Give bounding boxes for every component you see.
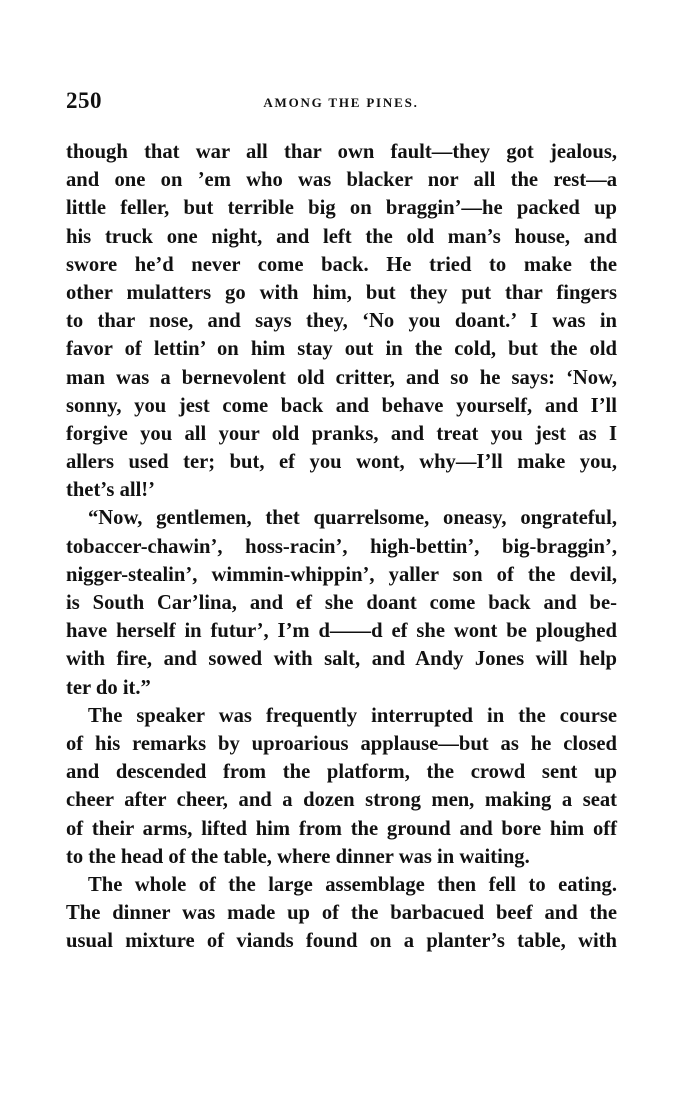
text-line: of their arms, lifted him from the ground and bore him off [66,817,617,840]
text-line: cheer after cheer, and a dozen strong men, making a seat [66,789,617,812]
text-line: little feller, but terrible big on braggin’—he packed up [66,197,617,220]
text-line: of his remarks by uproarious applause—but as he closed [66,732,617,755]
text-line: and descended from the platform, the crowd sent up [66,761,617,784]
running-head: AMONG THE PINES. [263,95,419,110]
text-line: The speaker was frequently interrupted in the course [88,704,617,727]
text-line: have herself in futur’, I’m d——d ef she wont be ploughed [66,620,617,643]
text-line: with fire, and sowed with salt, and Andy Jones will help [66,648,617,671]
text-line: The dinner was made up of the barbacued beef and the [66,902,617,925]
text-line: though that war all thar own fault—they got jealous, [66,141,617,163]
text-line: tobaccer-chawin’, hoss-racin’, high-bettin’, big-braggin’, [66,535,617,558]
text-line: other mulatters go with him, but they put thar fingers [66,281,617,304]
text-line: his truck one night, and left the old man’s house, and [66,225,617,248]
text-line: thet’s all!’ [66,479,156,502]
text-line: usual mixture of viands found on a planter’s table, with [66,930,617,953]
text-line: forgive you all your old pranks, and treat you jest as I [66,422,617,445]
text-line: ter do it.” [66,676,151,699]
page-number: 250 [66,88,102,113]
text-line: man was a bernevolent old critter, and so he says: ‘Now, [66,366,617,389]
text-line: “Now, gentlemen, thet quarrelsome, oneasy, ongrateful, [88,507,617,530]
text-line: nigger-stealin’, wimmin-whippin’, yaller son of the devil, [66,563,617,586]
page-header [66,88,616,118]
text-line: swore he’d never come back. He tried to make the [66,253,617,276]
text-line: to thar nose, and says they, ‘No you doant.’ I was in [66,310,617,333]
text-line: allers used ter; but, ef you wont, why—I’ll make you, [66,451,617,474]
text-line: sonny, you jest come back and behave yourself, and I’ll [66,394,617,417]
body-text [66,138,617,955]
text-line: to the head of the table, where dinner was in waiting. [66,845,530,868]
text-line: is South Car’lina, and ef she doant come back and be- [66,592,617,614]
text-line: The whole of the large assemblage then fell to eating. [88,873,617,896]
text-line: favor of lettin’ on him stay out in the cold, but the old [66,338,617,361]
text-line: and one on ’em who was blacker nor all the rest—a [66,169,617,192]
